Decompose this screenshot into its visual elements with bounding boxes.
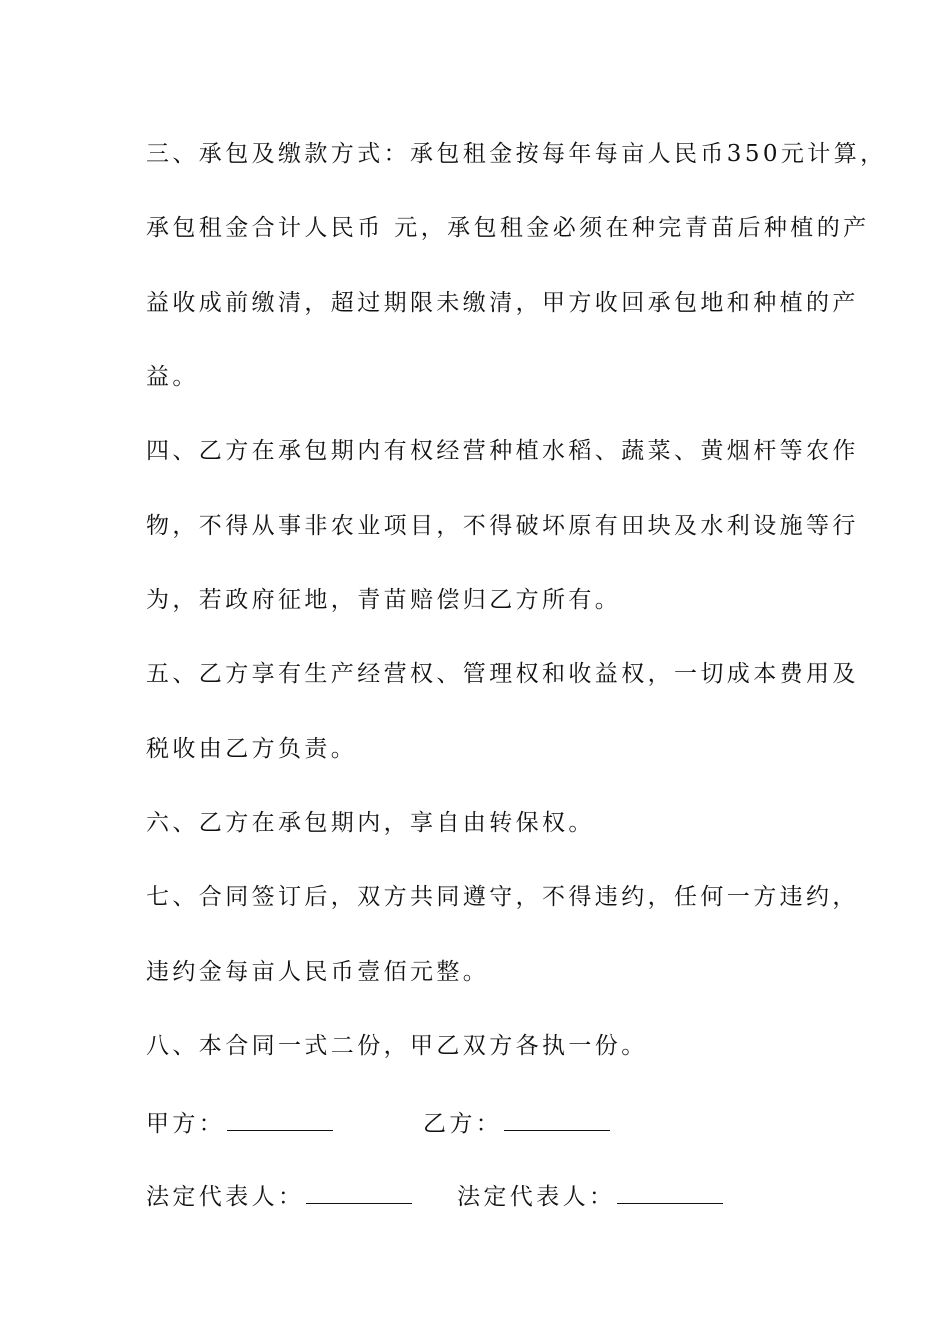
- party-a-field: [146, 1108, 333, 1139]
- rep-a-field: [146, 1181, 412, 1212]
- rep-b-blank[interactable]: [617, 1181, 723, 1204]
- rep-a-blank[interactable]: [306, 1181, 412, 1204]
- rep-b-label: 法定代表人：: [457, 1184, 616, 1210]
- clause-4-line-2: 物，不得从事非农业项目，不得破坏原有田块及水利设施等行: [146, 513, 859, 539]
- rep-a-label: 法定代表人：: [146, 1184, 305, 1210]
- clause-4-line-3: 为，若政府征地，青苗赔偿归乙方所有。: [146, 587, 622, 613]
- clause-4-line-1: 四、乙方在承包期内有权经营种植水稻、蔬菜、黄烟杆等农作: [146, 438, 859, 464]
- rep-b-field: [457, 1181, 723, 1212]
- clause-3-line-2: 承包租金合计人民币 元，承包租金必须在种完青苗后种植的产: [146, 215, 870, 241]
- clause-8-line-1: 八、本合同一式二份，甲乙双方各执一份。: [146, 1033, 648, 1059]
- clause-7-line-2: 违约金每亩人民币壹佰元整。: [146, 959, 490, 985]
- party-b-field: [423, 1108, 610, 1139]
- clause-6-line-1: 六、乙方在承包期内，享自由转保权。: [146, 810, 595, 836]
- clause-5-line-1: 五、乙方享有生产经营权、管理权和收益权，一切成本费用及: [146, 661, 859, 687]
- clause-3-line-4: 益。: [146, 364, 199, 390]
- party-b-blank[interactable]: [504, 1108, 610, 1131]
- clause-3-line-1: 三、承包及缴款方式：承包租金按每年每亩人民币350元计算，: [146, 141, 887, 167]
- clause-5-line-2: 税收由乙方负责。: [146, 736, 358, 762]
- party-a-label: 甲方：: [146, 1111, 226, 1137]
- clause-3-line-3: 益收成前缴清，超过期限未缴清，甲方收回承包地和种植的产: [146, 290, 859, 316]
- party-signature-row: [146, 1108, 846, 1138]
- party-b-label: 乙方：: [423, 1111, 503, 1137]
- party-a-blank[interactable]: [227, 1108, 333, 1131]
- clause-7-line-1: 七、合同签订后，双方共同遵守，不得违约，任何一方违约，: [146, 884, 859, 910]
- representative-signature-row: [146, 1181, 846, 1211]
